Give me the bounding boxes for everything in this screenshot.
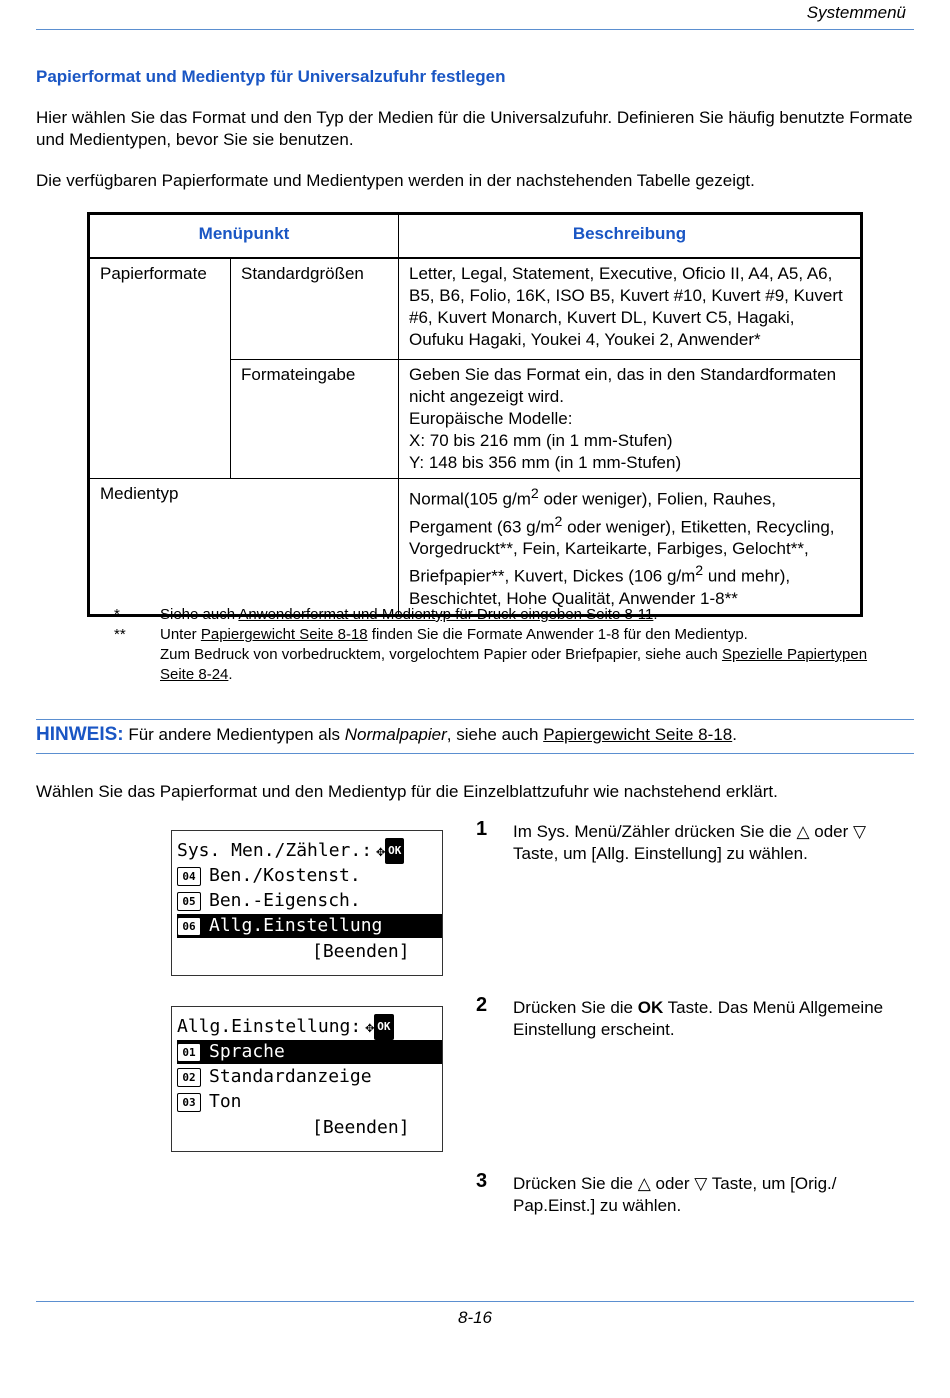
ok-key-icon: OK [385,838,404,864]
footnote-text: . [653,606,658,623]
navigation-cross-icon: ✥ [365,1018,375,1036]
footnote-link-custom-format[interactable]: Anwenderformat und Medientyp für Druck eingeben Seite 8-11 [238,606,654,623]
note-text: . [732,725,737,744]
lcd-item-label: Allg.Einstellung [209,915,383,936]
step-number-2: 2 [476,994,488,1016]
footnote-text: Zum Bedruck von vorbedrucktem, vorgelochtem Papier oder Briefpapier, siehe auch [160,646,722,663]
running-header: Systemmenü [806,3,906,22]
superscript: 2 [695,563,704,580]
desc-line: Europäische Modelle: [409,409,573,428]
lcd-menu-item [177,864,361,888]
lcd-title: Sys. Men./Zähler.: [177,840,373,861]
desc-text: Normal(105 g/m [409,489,531,509]
footnote-link-paper-weight[interactable]: Papiergewicht Seite 8-18 [200,626,368,643]
note-text: Für andere Medientypen als [123,725,345,744]
note-link-paper-weight[interactable]: Papiergewicht Seite 8-18 [543,725,733,744]
superscript: 2 [530,486,539,502]
footnote-1 [160,605,880,625]
page-number: 8-16 [457,1308,493,1327]
footnote-text: Siehe auch [160,606,239,623]
desc-text: oder weniger), Etiketten, Recycling, Vorgedruckt**, Fein, Karteikarte, Farbiges, Gelocht**, Briefpapier**, Kuvert, Dickes (106 g/m [409,517,835,586]
step-text-3: Drücken Sie die △ oder ▽ Taste, um [Orig./ Pap.Einst.] zu wählen. [513,1174,837,1215]
cell-standard-sizes-desc: Letter, Legal, Statement, Executive, Oficio II, A4, A5, A6, B5, B6, Folio, 16K, ISO B5, Kuvert #10, Kuvert #9, Kuvert #6, Kuvert Monarch, Kuvert DL, Kuvert C5, Hagaki, Oufuku Hagaki, Youkei 4, Youkei 2, Anwender* [399,258,862,360]
navigation-cross-icon: ✥ [376,842,386,860]
item-number-icon: 01 [177,1043,201,1062]
desc-text: und mehr), Beschichtet, Hohe Qualität, Anwender 1-8** [409,566,791,608]
item-number-icon: 06 [177,917,201,936]
step-text: Taste. Das Menü Allgemeine Einstellung erscheint. [513,998,884,1039]
lcd-item-label: Ben.-Eigensch. [209,890,361,911]
cell-standard-sizes: Standardgrößen [231,258,399,360]
desc-line: Y: 148 bis 356 mm (in 1 mm-Stufen) [409,453,682,472]
lcd-menu-item-selected [177,1040,442,1064]
lcd-menu-item-selected [177,914,442,938]
footnote-link-special-paper[interactable]: Spezielle Papiertypen Seite 8-24 [160,646,868,683]
lcd-softkey-exit: [Beenden] [312,941,410,962]
cell-format-entry-desc [399,360,862,479]
step-number-3: 3 [476,1170,488,1192]
note-rule-bottom [36,753,914,754]
step-text-2 [513,997,913,1041]
cell-paperformats: Papierformate [89,258,231,479]
cell-media-type-desc [399,479,862,616]
lead-paragraph: Wählen Sie das Papierformat und den Medientyp für die Einzelblattzufuhr wie nachstehend erklärt. [36,782,778,801]
note [36,724,737,746]
step-text: Drücken Sie die [513,998,638,1017]
lcd-menu-item [177,889,361,913]
table-header-description: Beschreibung [399,214,862,259]
desc-line: X: 70 bis 216 mm (in 1 mm-Stufen) [409,431,673,450]
section-title: Papierformat und Medientyp für Universalzufuhr festlegen [36,67,506,86]
lcd-title: Allg.Einstellung: [177,1016,362,1037]
note-rule-top [36,719,914,720]
item-number-icon: 02 [177,1068,201,1087]
ok-key-icon: OK [374,1014,393,1040]
step-number-1: 1 [476,818,488,840]
step-text-1: Im Sys. Menü/Zähler drücken Sie die △ oder ▽ Taste, um [Allg. Einstellung] zu wählen. [513,822,867,863]
lcd-screen-common-settings [171,1006,443,1152]
lcd-title-row [177,838,404,862]
footnote-text: . [228,666,233,683]
item-number-icon: 03 [177,1093,201,1112]
desc-text: oder weniger), Folien, Rauhes, Pergament (63 g/m [409,489,776,537]
lcd-menu-item [177,1090,242,1114]
footnote-marker-1: * [114,606,120,623]
footnote-text: Unter [160,626,201,643]
lcd-item-label: Standardanzeige [209,1066,372,1087]
table-row [89,479,862,616]
lcd-item-label: Ben./Kostenst. [209,865,361,886]
lcd-softkey-exit: [Beenden] [312,1117,410,1138]
footnote-2 [160,625,880,685]
note-italic: Normalpapier [344,725,447,744]
note-label: HINWEIS: [36,724,124,745]
note-text: , siehe auch [446,725,544,744]
lcd-screen-system-menu [171,830,443,976]
item-number-icon: 04 [177,867,201,886]
table-header-menu: Menüpunkt [89,214,399,259]
header-rule [36,29,914,30]
lcd-item-label: Sprache [209,1041,285,1062]
desc-line: Geben Sie das Format ein, das in den Standardformaten nicht angezeigt wird. [409,365,837,406]
cell-media-type: Medientyp [89,479,399,616]
lcd-item-label: Ton [209,1091,242,1112]
intro-paragraph-1: Hier wählen Sie das Format und den Typ der Medien für die Universalzufuhr. Definieren Sie häufig benutzte Formate und Medientypen, bevor Sie sie benutzen. [36,108,913,149]
footnote-marker-2: ** [114,626,126,643]
lcd-title-row [177,1014,394,1038]
ok-key-label: OK [637,998,664,1017]
intro-paragraph-2: Die verfügbaren Papierformate und Medientypen werden in der nachstehenden Tabelle gezeigt. [36,171,755,190]
superscript: 2 [554,513,563,530]
item-number-icon: 05 [177,892,201,911]
footnote-text: finden Sie die Formate Anwender 1-8 für den Medientyp. [367,626,748,643]
lcd-menu-item [177,1065,372,1089]
media-table [87,212,863,617]
table-row [89,258,862,360]
footer-rule [36,1301,914,1302]
cell-format-entry: Formateingabe [231,360,399,479]
